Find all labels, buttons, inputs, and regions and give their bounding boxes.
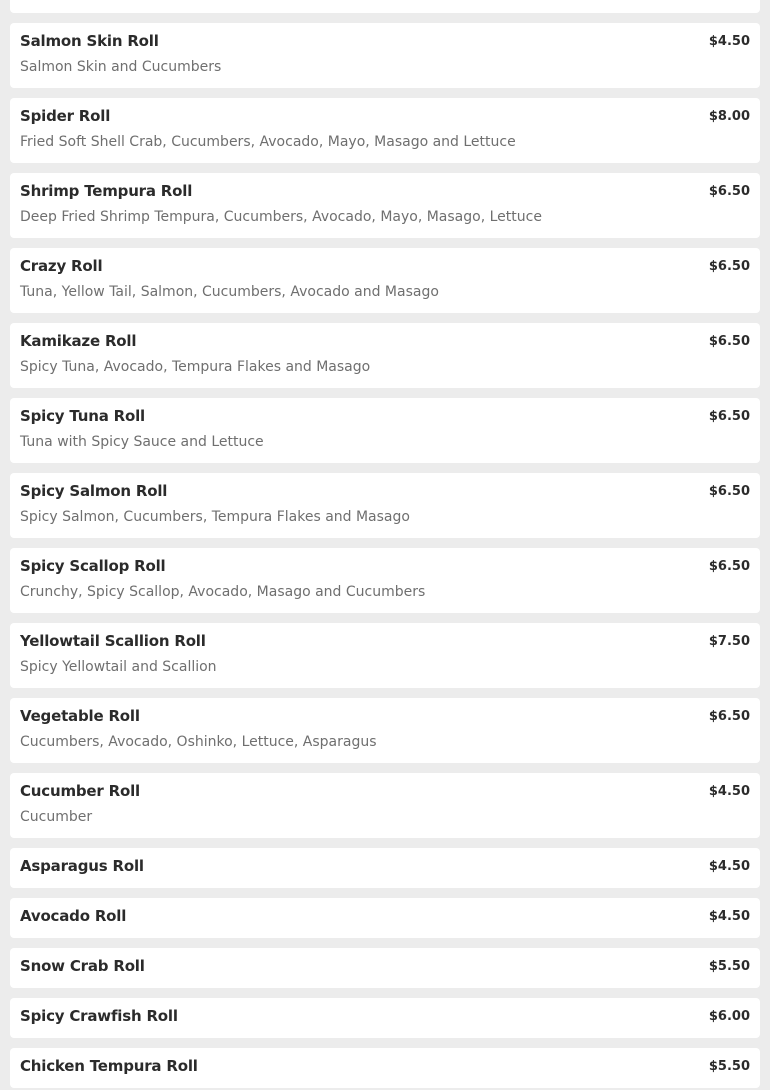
item-description: Cucumber bbox=[20, 809, 93, 825]
item-price: $8.00 bbox=[708, 109, 750, 124]
menu-item[interactable] bbox=[10, 23, 760, 88]
item-price: $6.50 bbox=[708, 259, 750, 274]
item-price: $4.50 bbox=[708, 784, 750, 799]
menu-item[interactable] bbox=[10, 248, 760, 313]
item-name: Vegetable Roll bbox=[20, 707, 140, 725]
item-price: $6.50 bbox=[708, 484, 750, 499]
item-description: Fried Soft Shell Crab, Cucumbers, Avocado, Mayo, Masago and Lettuce bbox=[20, 134, 516, 150]
item-description: Crunchy, Spicy Scallop, Avocado, Masago and Cucumbers bbox=[20, 584, 426, 600]
item-name: Snow Crab Roll bbox=[20, 957, 145, 975]
item-name: Avocado Roll bbox=[20, 907, 127, 925]
item-description: Salmon Skin and Cucumbers bbox=[20, 59, 222, 75]
item-price: $5.50 bbox=[708, 959, 750, 974]
item-description: Deep Fried Shrimp Tempura, Cucumbers, Avocado, Mayo, Masago, Lettuce bbox=[20, 209, 542, 225]
menu-item[interactable] bbox=[10, 548, 760, 613]
menu-item[interactable] bbox=[10, 948, 760, 988]
item-price: $4.50 bbox=[708, 909, 750, 924]
item-price: $6.00 bbox=[708, 1009, 750, 1024]
item-name: Spider Roll bbox=[20, 107, 111, 125]
item-name: Chicken Tempura Roll bbox=[20, 1057, 198, 1075]
menu-item[interactable] bbox=[10, 398, 760, 463]
menu-item-partial[interactable] bbox=[10, 0, 760, 13]
item-price: $6.50 bbox=[708, 559, 750, 574]
menu-item[interactable] bbox=[10, 323, 760, 388]
menu-item[interactable] bbox=[10, 473, 760, 538]
menu-item[interactable] bbox=[10, 848, 760, 888]
menu-item[interactable] bbox=[10, 98, 760, 163]
item-description: Tuna, Yellow Tail, Salmon, Cucumbers, Avocado and Masago bbox=[20, 284, 439, 300]
item-name: Asparagus Roll bbox=[20, 857, 144, 875]
item-name: Spicy Salmon Roll bbox=[20, 482, 168, 500]
item-description: Spicy Tuna, Avocado, Tempura Flakes and Masago bbox=[20, 359, 371, 375]
item-price: $5.50 bbox=[708, 1059, 750, 1074]
item-price: $4.50 bbox=[708, 859, 750, 874]
item-price: $6.50 bbox=[708, 709, 750, 724]
item-price: $6.50 bbox=[708, 184, 750, 199]
menu-item[interactable] bbox=[10, 773, 760, 838]
item-price: $6.50 bbox=[708, 409, 750, 424]
item-name: Crazy Roll bbox=[20, 257, 103, 275]
item-description: Tuna with Spicy Sauce and Lettuce bbox=[20, 434, 264, 450]
item-price: $4.50 bbox=[708, 34, 750, 49]
item-name: Salmon Skin Roll bbox=[20, 32, 159, 50]
item-name: Spicy Scallop Roll bbox=[20, 557, 166, 575]
menu-item[interactable] bbox=[10, 998, 760, 1038]
item-name: Shrimp Tempura Roll bbox=[20, 182, 193, 200]
menu-item[interactable] bbox=[10, 623, 760, 688]
item-price: $7.50 bbox=[708, 634, 750, 649]
item-name: Spicy Tuna Roll bbox=[20, 407, 145, 425]
menu-item[interactable] bbox=[10, 698, 760, 763]
item-name: Kamikaze Roll bbox=[20, 332, 137, 350]
item-price: $6.50 bbox=[708, 334, 750, 349]
item-description: Cucumbers, Avocado, Oshinko, Lettuce, Asparagus bbox=[20, 734, 377, 750]
menu-item[interactable] bbox=[10, 1048, 760, 1088]
menu-item[interactable] bbox=[10, 898, 760, 938]
item-description: Spicy Yellowtail and Scallion bbox=[20, 659, 217, 675]
item-name: Spicy Crawfish Roll bbox=[20, 1007, 178, 1025]
item-name: Cucumber Roll bbox=[20, 782, 140, 800]
menu-item[interactable] bbox=[10, 173, 760, 238]
item-description: Spicy Salmon, Cucumbers, Tempura Flakes and Masago bbox=[20, 509, 410, 525]
item-name: Yellowtail Scallion Roll bbox=[20, 632, 206, 650]
